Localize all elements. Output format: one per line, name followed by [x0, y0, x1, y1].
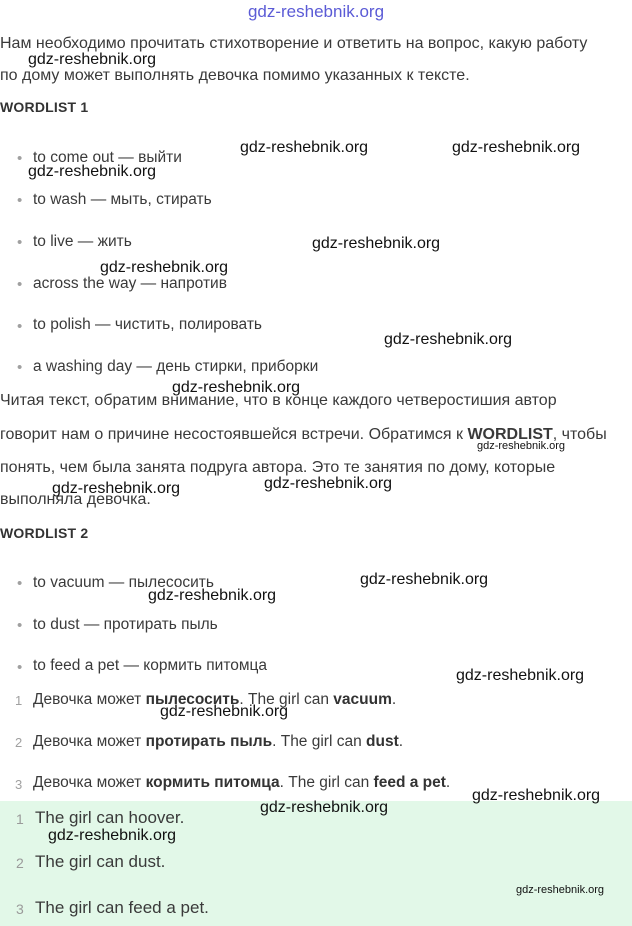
- wordlist-1-item: across the way — напротив: [33, 275, 227, 292]
- watermark: gdz-reshebnik.org: [148, 587, 277, 604]
- watermark: gdz-reshebnik.org: [52, 480, 181, 497]
- wordlist-reference: WORDLIST: [467, 426, 553, 443]
- bullet-icon: •: [17, 617, 23, 634]
- watermark: gdz-reshebnik.org: [477, 440, 566, 452]
- watermark: gdz-reshebnik.org: [172, 379, 301, 396]
- watermark: gdz-reshebnik.org: [384, 331, 513, 348]
- numbered-item: Девочка может пылесосить. The girl can vacuum.: [33, 691, 397, 708]
- list-number: 1: [15, 693, 23, 708]
- answer-number: 1: [16, 811, 24, 827]
- bullet-icon: •: [17, 359, 23, 376]
- answer-item: The girl can dust.: [35, 852, 166, 871]
- list-number: 2: [15, 735, 23, 750]
- wordlist-1-item: to live — жить: [33, 233, 132, 250]
- watermark: gdz-reshebnik.org: [28, 51, 157, 68]
- bullet-icon: •: [17, 575, 23, 592]
- bullet-icon: •: [17, 150, 23, 167]
- wordlist-2-item: to dust — протирать пыль: [33, 616, 218, 633]
- site-title: gdz-reshebnik.org: [247, 2, 385, 21]
- watermark: gdz-reshebnik.org: [312, 235, 441, 252]
- watermark: gdz-reshebnik.org: [456, 667, 585, 684]
- watermark: gdz-reshebnik.org: [264, 475, 393, 492]
- middle-line-4: выполняла девочка.: [0, 491, 151, 508]
- middle-line-3: понять, чем была занята подруга автора. Это те занятия по дому, которые: [0, 459, 556, 476]
- bullet-icon: •: [17, 192, 23, 209]
- middle-line-2: говорит нам о причине несостоявшейся встречи. Обратимся к WORDLIST, чтобы: [0, 426, 607, 443]
- wordlist-1-item: a washing day — день стирки, приборки: [33, 358, 319, 375]
- watermark: gdz-reshebnik.org: [360, 571, 489, 588]
- wordlist-1-item: to wash — мыть, стирать: [33, 191, 212, 208]
- answer-item: The girl can feed a pet.: [35, 898, 209, 917]
- numbered-item: Девочка может протирать пыль. The girl can dust.: [33, 733, 404, 750]
- watermark: gdz-reshebnik.org: [160, 703, 289, 720]
- answer-number: 3: [16, 901, 24, 917]
- intro-line-1: Нам необходимо прочитать стихотворение и ответить на вопрос, какую работу: [0, 35, 588, 52]
- watermark: gdz-reshebnik.org: [28, 163, 157, 180]
- wordlist-1-heading: WORDLIST 1: [0, 99, 89, 115]
- watermark: gdz-reshebnik.org: [472, 787, 601, 804]
- watermark: gdz-reshebnik.org: [48, 827, 177, 844]
- bullet-icon: •: [17, 234, 23, 251]
- middle-line-1: Читая текст, обратим внимание, что в конце каждого четверостишия автор: [0, 392, 557, 409]
- intro-line-2: по дому может выполнять девочка помимо указанных к тексте.: [0, 67, 470, 84]
- bullet-icon: •: [17, 318, 23, 335]
- wordlist-1-item: to polish — чистить, полировать: [33, 316, 263, 333]
- wordlist-2-item: to feed a pet — кормить питомца: [33, 657, 268, 674]
- watermark: gdz-reshebnik.org: [260, 799, 389, 816]
- numbered-item: Девочка может кормить питомца. The girl can feed a pet.: [33, 774, 451, 791]
- watermark: gdz-reshebnik.org: [452, 139, 581, 156]
- answer-item: The girl can hoover.: [35, 808, 185, 827]
- watermark: gdz-reshebnik.org: [516, 884, 605, 896]
- wordlist-1-item: to come out — выйти: [33, 149, 182, 166]
- watermark: gdz-reshebnik.org: [100, 259, 229, 276]
- list-number: 3: [15, 777, 23, 792]
- bullet-icon: •: [17, 659, 23, 676]
- wordlist-2-heading: WORDLIST 2: [0, 525, 89, 541]
- bullet-icon: •: [17, 276, 23, 293]
- watermark: gdz-reshebnik.org: [240, 139, 369, 156]
- wordlist-2-item: to vacuum — пылесосить: [33, 574, 214, 591]
- answer-number: 2: [16, 855, 24, 871]
